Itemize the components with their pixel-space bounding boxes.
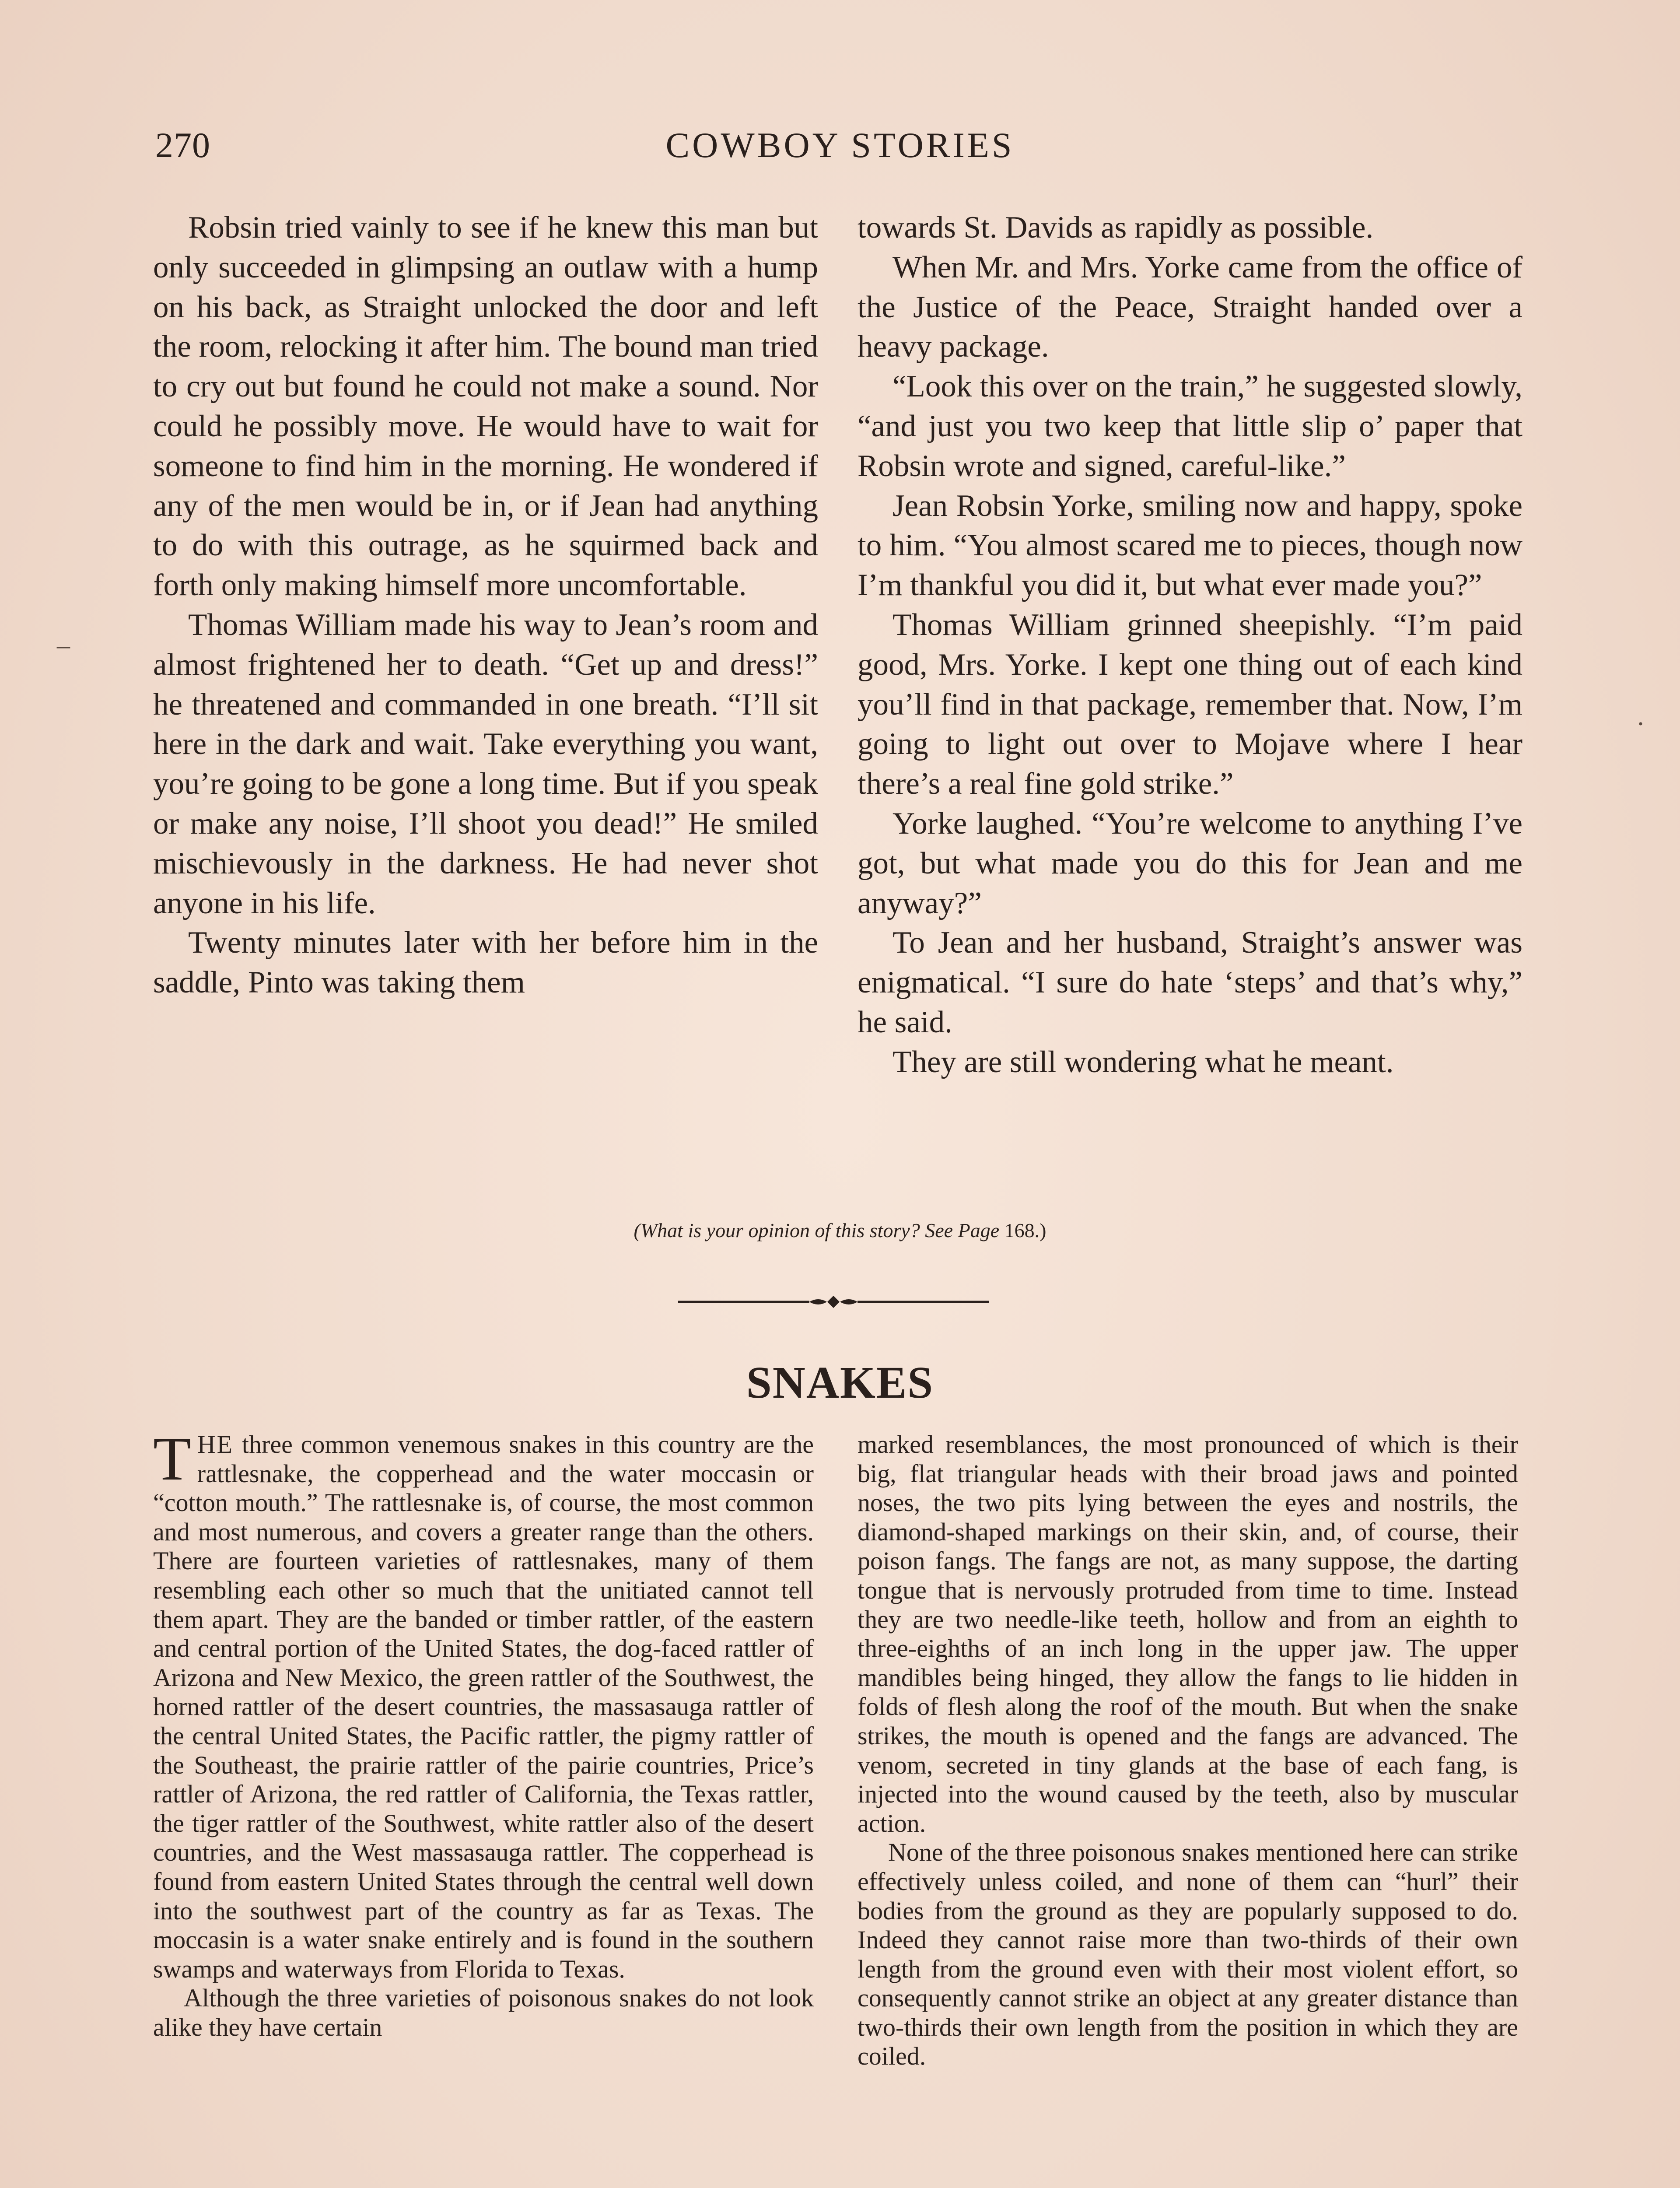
story-column-left: [153, 208, 818, 1003]
page-number: 270: [155, 125, 210, 165]
paper-speck: –: [57, 631, 70, 659]
page-header: [155, 125, 1525, 173]
story-column-right: [858, 208, 1522, 1082]
article-column-right: [858, 1430, 1518, 2071]
lead-smallcaps: HE: [197, 1430, 234, 1459]
article-paragraph: marked resemblances, the most pronounced of which is their big, flat triangular heads with their broad jaws and pointed noses, the two pits lying between the eyes and nostrils, the diamond-shaped markings on their skin, and, of course, their poison fangs. The fangs are not, as many suppose, the darting tongue that is nervously protruded from time to time. Instead they are two needle-like teeth, hollow and from an eighth to three-eighths of an inch long in the upper jaw. The upper mandibles being hinged, they allow the fangs to lie hidden in folds of flesh along the roof of the mouth. But when the snake strikes, the mouth is opened and the fangs are advanced. The venom, secreted in tiny glands at the base of each fang, is injected into the wound caused by the teeth, also by muscular action.: [858, 1430, 1518, 1837]
article-paragraph: None of the three poisonous snakes mentioned here can strike effectively unless coiled, and none of them can “hurl” their bodies from the ground as they are popularly supposed to do. Indeed they cannot raise more than two-thirds of their own length from the ground even with their most violent effort, so consequently cannot strike an object at any greater distance than two-thirds their own length from the position in which they are coiled.: [858, 1838, 1518, 2071]
article-first-paragraph-text: three common venemous snakes in this country are the rattlesnake, the copperhead and the water moccasin or “cotton mouth.” The rattlesnake is, of course, the most common and most numerous, and covers a greater range than the others. There are fourteen varieties of rattlesnakes, many of them resembling each other so much that the unitiated cannot tell them apart. They are the banded or timber rattler, of the eastern and central portion of the United States, the dog-faced rattler of Arizona and New Mexico, the green rattler of the Southwest, the horned rattler of the desert countries, the massasauga rattler of the central United States, the Pacific rattler, the pigmy rattler of the Southeast, the prairie rattler of the pairie countries, Price’s rattler of Arizona, the red rattler of California, the Texas rattler, the tiger rattler of the Southwest, white rattler also of the desert countries, and the West massasauga rattler. The copperhead is found from eastern United States through the central well down into the southwest part of the country as far as Texas. The moccasin is a water snake entirely and is found in the southern swamps and waterways from Florida to Texas.: [153, 1430, 814, 1983]
running-title: COWBOY STORIES: [665, 125, 1015, 165]
story-paragraph: Thomas William made his way to Jean’s room and almost frightened her to death. “Get up and dress!” he threatened and commanded in one breath. “I’ll sit here in the dark and wait. Take everything you want, you’re going to be gone a long time. But if you speak or make any noise, I’ll shoot you dead!” He smiled mischievously in the darkness. He had never shot anyone in his life.: [153, 607, 818, 920]
story-paragraph: Robsin tried vainly to see if he knew this man but only succeeded in glimpsing an outlaw with a hump on his back, as Straight unlocked the door and left the room, relocking it after him. The bound man tried to cry out but found he could not make a sound. Nor could he possibly move. He would have to wait for someone to find him in the morning. He wondered if any of the men would be in, or if Jean had anything to do with this outrage, as he squirmed back and forth only making himself more uncomfortable.: [153, 210, 818, 603]
story-paragraph: Jean Robsin Yorke, smiling now and happy, spoke to him. “You almost scared me to pieces, though now I’m thankful you did it, but what ever made you?”: [858, 488, 1522, 603]
note-italic-text: (What is your opinion of this story? See Page: [634, 1219, 1000, 1241]
article-paragraph: [153, 1424, 814, 1984]
story-paragraph: “Look this over on the train,” he suggested slowly, “and just you two keep that little slip o’ paper that Robsin wrote and signed, careful-like.”: [858, 369, 1522, 483]
article-title: SNAKES: [746, 1357, 934, 1408]
article-column-left: [153, 1424, 814, 2042]
story-paragraph: They are still wondering what he meant.: [892, 1045, 1394, 1079]
story-paragraph: towards St. Davids as rapidly as possible.: [858, 210, 1374, 245]
drop-cap: T: [153, 1424, 191, 1493]
story-paragraph: Thomas William grinned sheepishly. “I’m paid good, Mrs. Yorke. I kept one thing out of each kind you’ll find in that package, remember that. Now, I’m going to light out over to Mojave where I hear there’s a real fine gold strike.”: [858, 607, 1522, 801]
story-paragraph: When Mr. and Mrs. Yorke came from the office of the Justice of the Peace, Straight handed over a heavy package.: [858, 250, 1522, 364]
story-paragraph: To Jean and her husband, Straight’s answer was enigmatical. “I sure do hate ‘steps’ and that’s why,” he said.: [858, 926, 1522, 1039]
note-page-ref: 168.): [1004, 1219, 1046, 1241]
story-paragraph: Twenty minutes later with her before him in the saddle, Pinto was taking them: [153, 926, 818, 1000]
reader-opinion-note: [0, 1219, 1680, 1242]
article-paragraph: Although the three varieties of poisonous snakes do not look alike they have certain: [153, 1984, 814, 2041]
story-paragraph: Yorke laughed. “You’re welcome to anything I’ve got, but what made you do this for Jean and me anyway?”: [858, 806, 1522, 920]
paper-speck: ·: [1636, 709, 1645, 738]
section-divider-ornament: [678, 1293, 989, 1311]
